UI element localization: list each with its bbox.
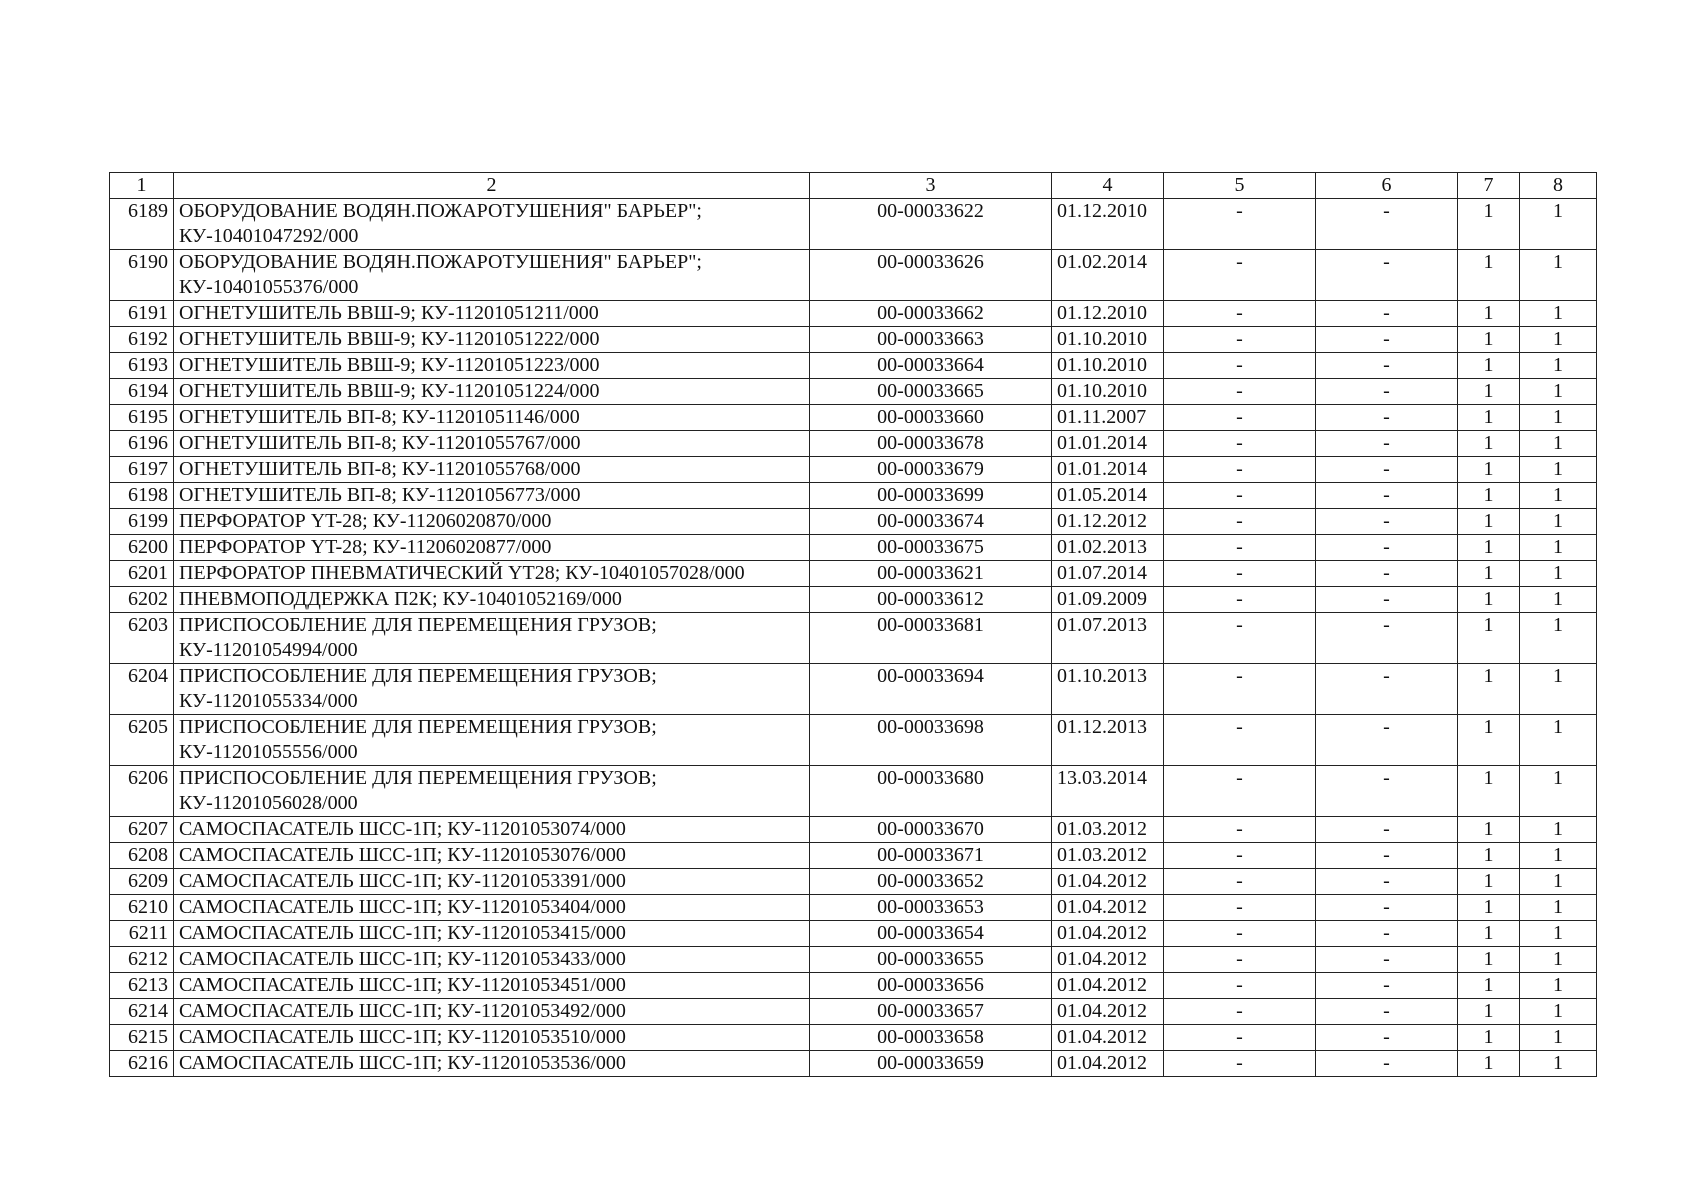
column-header-4: 4 xyxy=(1052,173,1164,199)
col8-value-cell: 1 xyxy=(1520,999,1597,1025)
row-number-cell: 6203 xyxy=(110,613,174,664)
col6-value-cell: - xyxy=(1316,843,1458,869)
col5-value-cell: - xyxy=(1164,405,1316,431)
column-header-7: 7 xyxy=(1458,173,1520,199)
row-number-cell: 6209 xyxy=(110,869,174,895)
col5-value-cell: - xyxy=(1164,535,1316,561)
inventory-number-cell: 00-00033663 xyxy=(810,327,1052,353)
date-cell: 01.03.2012 xyxy=(1052,843,1164,869)
item-description-cell: ПЕРФОРАТОР ПНЕВМАТИЧЕСКИЙ YT28; КУ-10401057028/000 xyxy=(174,561,810,587)
table-row xyxy=(110,715,1597,766)
inventory-number-cell: 00-00033658 xyxy=(810,1025,1052,1051)
inventory-table xyxy=(109,172,1597,1077)
item-description-cell: ПРИСПОСОБЛЕНИЕ ДЛЯ ПЕРЕМЕЩЕНИЯ ГРУЗОВ; КУ-11201056028/000 xyxy=(174,766,810,817)
col8-value-cell: 1 xyxy=(1520,587,1597,613)
col8-value-cell: 1 xyxy=(1520,766,1597,817)
col6-value-cell: - xyxy=(1316,561,1458,587)
col5-value-cell: - xyxy=(1164,895,1316,921)
col8-value-cell: 1 xyxy=(1520,921,1597,947)
col6-value-cell: - xyxy=(1316,250,1458,301)
col6-value-cell: - xyxy=(1316,1025,1458,1051)
col7-value-cell: 1 xyxy=(1458,250,1520,301)
date-cell: 01.10.2013 xyxy=(1052,664,1164,715)
col6-value-cell: - xyxy=(1316,457,1458,483)
col5-value-cell: - xyxy=(1164,509,1316,535)
col8-value-cell: 1 xyxy=(1520,1025,1597,1051)
col8-value-cell: 1 xyxy=(1520,327,1597,353)
date-cell: 01.07.2014 xyxy=(1052,561,1164,587)
col7-value-cell: 1 xyxy=(1458,613,1520,664)
col8-value-cell: 1 xyxy=(1520,895,1597,921)
col5-value-cell: - xyxy=(1164,817,1316,843)
col6-value-cell: - xyxy=(1316,405,1458,431)
date-cell: 01.02.2013 xyxy=(1052,535,1164,561)
table-row xyxy=(110,895,1597,921)
col5-value-cell: - xyxy=(1164,843,1316,869)
table-row xyxy=(110,379,1597,405)
date-cell: 01.04.2012 xyxy=(1052,1025,1164,1051)
inventory-number-cell: 00-00033655 xyxy=(810,947,1052,973)
row-number-cell: 6213 xyxy=(110,973,174,999)
item-description-cell: САМОСПАСАТЕЛЬ ШСС-1П; КУ-11201053404/000 xyxy=(174,895,810,921)
col7-value-cell: 1 xyxy=(1458,431,1520,457)
item-description-cell: САМОСПАСАТЕЛЬ ШСС-1П; КУ-11201053391/000 xyxy=(174,869,810,895)
col8-value-cell: 1 xyxy=(1520,817,1597,843)
date-cell: 01.01.2014 xyxy=(1052,431,1164,457)
col8-value-cell: 1 xyxy=(1520,509,1597,535)
col6-value-cell: - xyxy=(1316,664,1458,715)
inventory-number-cell: 00-00033626 xyxy=(810,250,1052,301)
inventory-number-cell: 00-00033699 xyxy=(810,483,1052,509)
item-description-cell: ПЕРФОРАТОР YT-28; КУ-11206020870/000 xyxy=(174,509,810,535)
inventory-number-cell: 00-00033662 xyxy=(810,301,1052,327)
table-row xyxy=(110,405,1597,431)
col6-value-cell: - xyxy=(1316,715,1458,766)
column-header-1: 1 xyxy=(110,173,174,199)
inventory-number-cell: 00-00033679 xyxy=(810,457,1052,483)
col6-value-cell: - xyxy=(1316,509,1458,535)
row-number-cell: 6192 xyxy=(110,327,174,353)
item-description-cell: САМОСПАСАТЕЛЬ ШСС-1П; КУ-11201053451/000 xyxy=(174,973,810,999)
col8-value-cell: 1 xyxy=(1520,561,1597,587)
table-row xyxy=(110,483,1597,509)
date-cell: 01.10.2010 xyxy=(1052,379,1164,405)
row-number-cell: 6211 xyxy=(110,921,174,947)
col6-value-cell: - xyxy=(1316,535,1458,561)
inventory-number-cell: 00-00033654 xyxy=(810,921,1052,947)
col5-value-cell: - xyxy=(1164,587,1316,613)
col6-value-cell: - xyxy=(1316,947,1458,973)
col8-value-cell: 1 xyxy=(1520,457,1597,483)
table-row xyxy=(110,869,1597,895)
col8-value-cell: 1 xyxy=(1520,1051,1597,1077)
col7-value-cell: 1 xyxy=(1458,921,1520,947)
row-number-cell: 6214 xyxy=(110,999,174,1025)
inventory-number-cell: 00-00033657 xyxy=(810,999,1052,1025)
date-cell: 01.05.2014 xyxy=(1052,483,1164,509)
col8-value-cell: 1 xyxy=(1520,405,1597,431)
table-row xyxy=(110,561,1597,587)
col5-value-cell: - xyxy=(1164,1051,1316,1077)
col5-value-cell: - xyxy=(1164,1025,1316,1051)
table-row xyxy=(110,301,1597,327)
inventory-number-cell: 00-00033674 xyxy=(810,509,1052,535)
col5-value-cell: - xyxy=(1164,973,1316,999)
row-number-cell: 6189 xyxy=(110,199,174,250)
date-cell: 01.02.2014 xyxy=(1052,250,1164,301)
col7-value-cell: 1 xyxy=(1458,457,1520,483)
col7-value-cell: 1 xyxy=(1458,1025,1520,1051)
inventory-number-cell: 00-00033664 xyxy=(810,353,1052,379)
col5-value-cell: - xyxy=(1164,431,1316,457)
col7-value-cell: 1 xyxy=(1458,947,1520,973)
col7-value-cell: 1 xyxy=(1458,535,1520,561)
item-description-cell: ПЕРФОРАТОР YT-28; КУ-11206020877/000 xyxy=(174,535,810,561)
date-cell: 01.04.2012 xyxy=(1052,947,1164,973)
col7-value-cell: 1 xyxy=(1458,379,1520,405)
date-cell: 01.01.2014 xyxy=(1052,457,1164,483)
table-row xyxy=(110,509,1597,535)
row-number-cell: 6190 xyxy=(110,250,174,301)
col7-value-cell: 1 xyxy=(1458,1051,1520,1077)
table-row xyxy=(110,353,1597,379)
item-description-cell: САМОСПАСАТЕЛЬ ШСС-1П; КУ-11201053536/000 xyxy=(174,1051,810,1077)
item-description-cell: ОГНЕТУШИТЕЛЬ ВВШ-9; КУ-11201051222/000 xyxy=(174,327,810,353)
item-description-cell: ОГНЕТУШИТЕЛЬ ВВШ-9; КУ-11201051211/000 xyxy=(174,301,810,327)
date-cell: 01.04.2012 xyxy=(1052,1051,1164,1077)
col5-value-cell: - xyxy=(1164,327,1316,353)
item-description-cell: САМОСПАСАТЕЛЬ ШСС-1П; КУ-11201053074/000 xyxy=(174,817,810,843)
row-number-cell: 6197 xyxy=(110,457,174,483)
col5-value-cell: - xyxy=(1164,379,1316,405)
col5-value-cell: - xyxy=(1164,353,1316,379)
col6-value-cell: - xyxy=(1316,327,1458,353)
table-row xyxy=(110,999,1597,1025)
col5-value-cell: - xyxy=(1164,561,1316,587)
table-row xyxy=(110,587,1597,613)
row-number-cell: 6215 xyxy=(110,1025,174,1051)
table-body xyxy=(110,199,1597,1077)
date-cell: 01.12.2010 xyxy=(1052,199,1164,250)
col6-value-cell: - xyxy=(1316,895,1458,921)
item-description-cell: ОБОРУДОВАНИЕ ВОДЯН.ПОЖАРОТУШЕНИЯ" БАРЬЕР"; КУ-10401047292/000 xyxy=(174,199,810,250)
col6-value-cell: - xyxy=(1316,613,1458,664)
col6-value-cell: - xyxy=(1316,1051,1458,1077)
col8-value-cell: 1 xyxy=(1520,431,1597,457)
row-number-cell: 6201 xyxy=(110,561,174,587)
col7-value-cell: 1 xyxy=(1458,999,1520,1025)
col7-value-cell: 1 xyxy=(1458,199,1520,250)
date-cell: 01.04.2012 xyxy=(1052,973,1164,999)
table-row xyxy=(110,921,1597,947)
row-number-cell: 6216 xyxy=(110,1051,174,1077)
inventory-number-cell: 00-00033680 xyxy=(810,766,1052,817)
date-cell: 01.10.2010 xyxy=(1052,327,1164,353)
col8-value-cell: 1 xyxy=(1520,715,1597,766)
col8-value-cell: 1 xyxy=(1520,379,1597,405)
table-row xyxy=(110,766,1597,817)
col5-value-cell: - xyxy=(1164,921,1316,947)
date-cell: 01.12.2013 xyxy=(1052,715,1164,766)
row-number-cell: 6208 xyxy=(110,843,174,869)
date-cell: 01.11.2007 xyxy=(1052,405,1164,431)
item-description-cell: ПРИСПОСОБЛЕНИЕ ДЛЯ ПЕРЕМЕЩЕНИЯ ГРУЗОВ; КУ-11201055556/000 xyxy=(174,715,810,766)
col7-value-cell: 1 xyxy=(1458,327,1520,353)
col8-value-cell: 1 xyxy=(1520,973,1597,999)
row-number-cell: 6191 xyxy=(110,301,174,327)
date-cell: 01.04.2012 xyxy=(1052,999,1164,1025)
col7-value-cell: 1 xyxy=(1458,843,1520,869)
row-number-cell: 6212 xyxy=(110,947,174,973)
inventory-number-cell: 00-00033675 xyxy=(810,535,1052,561)
item-description-cell: ПНЕВМОПОДДЕРЖКА П2К; КУ-10401052169/000 xyxy=(174,587,810,613)
col7-value-cell: 1 xyxy=(1458,715,1520,766)
column-header-5: 5 xyxy=(1164,173,1316,199)
col6-value-cell: - xyxy=(1316,587,1458,613)
row-number-cell: 6198 xyxy=(110,483,174,509)
col5-value-cell: - xyxy=(1164,457,1316,483)
row-number-cell: 6193 xyxy=(110,353,174,379)
row-number-cell: 6207 xyxy=(110,817,174,843)
col8-value-cell: 1 xyxy=(1520,199,1597,250)
date-cell: 01.12.2012 xyxy=(1052,509,1164,535)
inventory-number-cell: 00-00033660 xyxy=(810,405,1052,431)
col7-value-cell: 1 xyxy=(1458,509,1520,535)
row-number-cell: 6200 xyxy=(110,535,174,561)
table-row xyxy=(110,1025,1597,1051)
col5-value-cell: - xyxy=(1164,199,1316,250)
col8-value-cell: 1 xyxy=(1520,947,1597,973)
col8-value-cell: 1 xyxy=(1520,353,1597,379)
inventory-number-cell: 00-00033659 xyxy=(810,1051,1052,1077)
item-description-cell: ОГНЕТУШИТЕЛЬ ВП-8; КУ-11201056773/000 xyxy=(174,483,810,509)
inventory-number-cell: 00-00033612 xyxy=(810,587,1052,613)
date-cell: 01.04.2012 xyxy=(1052,869,1164,895)
inventory-number-cell: 00-00033622 xyxy=(810,199,1052,250)
header-row xyxy=(110,173,1597,199)
col7-value-cell: 1 xyxy=(1458,561,1520,587)
col5-value-cell: - xyxy=(1164,947,1316,973)
item-description-cell: САМОСПАСАТЕЛЬ ШСС-1П; КУ-11201053415/000 xyxy=(174,921,810,947)
inventory-number-cell: 00-00033653 xyxy=(810,895,1052,921)
date-cell: 01.04.2012 xyxy=(1052,921,1164,947)
col5-value-cell: - xyxy=(1164,766,1316,817)
item-description-cell: ОГНЕТУШИТЕЛЬ ВВШ-9; КУ-11201051224/000 xyxy=(174,379,810,405)
column-header-6: 6 xyxy=(1316,173,1458,199)
inventory-number-cell: 00-00033670 xyxy=(810,817,1052,843)
column-header-8: 8 xyxy=(1520,173,1597,199)
date-cell: 13.03.2014 xyxy=(1052,766,1164,817)
inventory-number-cell: 00-00033681 xyxy=(810,613,1052,664)
table-row xyxy=(110,843,1597,869)
col8-value-cell: 1 xyxy=(1520,250,1597,301)
col6-value-cell: - xyxy=(1316,199,1458,250)
table-row xyxy=(110,664,1597,715)
date-cell: 01.09.2009 xyxy=(1052,587,1164,613)
item-description-cell: САМОСПАСАТЕЛЬ ШСС-1П; КУ-11201053510/000 xyxy=(174,1025,810,1051)
column-header-3: 3 xyxy=(810,173,1052,199)
row-number-cell: 6210 xyxy=(110,895,174,921)
col8-value-cell: 1 xyxy=(1520,613,1597,664)
table-row xyxy=(110,613,1597,664)
row-number-cell: 6206 xyxy=(110,766,174,817)
date-cell: 01.12.2010 xyxy=(1052,301,1164,327)
col6-value-cell: - xyxy=(1316,353,1458,379)
table-row xyxy=(110,457,1597,483)
col6-value-cell: - xyxy=(1316,379,1458,405)
inventory-number-cell: 00-00033694 xyxy=(810,664,1052,715)
col7-value-cell: 1 xyxy=(1458,895,1520,921)
col7-value-cell: 1 xyxy=(1458,869,1520,895)
col8-value-cell: 1 xyxy=(1520,483,1597,509)
row-number-cell: 6199 xyxy=(110,509,174,535)
date-cell: 01.10.2010 xyxy=(1052,353,1164,379)
col7-value-cell: 1 xyxy=(1458,587,1520,613)
table-row xyxy=(110,431,1597,457)
col8-value-cell: 1 xyxy=(1520,535,1597,561)
col5-value-cell: - xyxy=(1164,483,1316,509)
date-cell: 01.03.2012 xyxy=(1052,817,1164,843)
row-number-cell: 6196 xyxy=(110,431,174,457)
table-row xyxy=(110,817,1597,843)
row-number-cell: 6204 xyxy=(110,664,174,715)
item-description-cell: САМОСПАСАТЕЛЬ ШСС-1П; КУ-11201053076/000 xyxy=(174,843,810,869)
item-description-cell: САМОСПАСАТЕЛЬ ШСС-1П; КУ-11201053433/000 xyxy=(174,947,810,973)
col5-value-cell: - xyxy=(1164,250,1316,301)
item-description-cell: САМОСПАСАТЕЛЬ ШСС-1П; КУ-11201053492/000 xyxy=(174,999,810,1025)
item-description-cell: ПРИСПОСОБЛЕНИЕ ДЛЯ ПЕРЕМЕЩЕНИЯ ГРУЗОВ; КУ-11201054994/000 xyxy=(174,613,810,664)
inventory-number-cell: 00-00033656 xyxy=(810,973,1052,999)
col8-value-cell: 1 xyxy=(1520,301,1597,327)
col5-value-cell: - xyxy=(1164,301,1316,327)
col6-value-cell: - xyxy=(1316,869,1458,895)
row-number-cell: 6205 xyxy=(110,715,174,766)
table-row xyxy=(110,250,1597,301)
table-row xyxy=(110,973,1597,999)
col6-value-cell: - xyxy=(1316,817,1458,843)
inventory-number-cell: 00-00033665 xyxy=(810,379,1052,405)
col6-value-cell: - xyxy=(1316,973,1458,999)
col8-value-cell: 1 xyxy=(1520,664,1597,715)
inventory-number-cell: 00-00033698 xyxy=(810,715,1052,766)
table-row xyxy=(110,327,1597,353)
item-description-cell: ПРИСПОСОБЛЕНИЕ ДЛЯ ПЕРЕМЕЩЕНИЯ ГРУЗОВ; КУ-11201055334/000 xyxy=(174,664,810,715)
item-description-cell: ОГНЕТУШИТЕЛЬ ВП-8; КУ-11201055768/000 xyxy=(174,457,810,483)
item-description-cell: ОБОРУДОВАНИЕ ВОДЯН.ПОЖАРОТУШЕНИЯ" БАРЬЕР"; КУ-10401055376/000 xyxy=(174,250,810,301)
table-row xyxy=(110,947,1597,973)
date-cell: 01.07.2013 xyxy=(1052,613,1164,664)
col5-value-cell: - xyxy=(1164,999,1316,1025)
col7-value-cell: 1 xyxy=(1458,405,1520,431)
inventory-number-cell: 00-00033621 xyxy=(810,561,1052,587)
col6-value-cell: - xyxy=(1316,301,1458,327)
row-number-cell: 6195 xyxy=(110,405,174,431)
inventory-number-cell: 00-00033652 xyxy=(810,869,1052,895)
date-cell: 01.04.2012 xyxy=(1052,895,1164,921)
col6-value-cell: - xyxy=(1316,483,1458,509)
table-row xyxy=(110,1051,1597,1077)
col5-value-cell: - xyxy=(1164,715,1316,766)
item-description-cell: ОГНЕТУШИТЕЛЬ ВП-8; КУ-11201055767/000 xyxy=(174,431,810,457)
col6-value-cell: - xyxy=(1316,766,1458,817)
item-description-cell: ОГНЕТУШИТЕЛЬ ВП-8; КУ-11201051146/000 xyxy=(174,405,810,431)
inventory-number-cell: 00-00033671 xyxy=(810,843,1052,869)
item-description-cell: ОГНЕТУШИТЕЛЬ ВВШ-9; КУ-11201051223/000 xyxy=(174,353,810,379)
col5-value-cell: - xyxy=(1164,613,1316,664)
table-row xyxy=(110,535,1597,561)
col5-value-cell: - xyxy=(1164,664,1316,715)
col6-value-cell: - xyxy=(1316,431,1458,457)
col7-value-cell: 1 xyxy=(1458,353,1520,379)
row-number-cell: 6202 xyxy=(110,587,174,613)
col6-value-cell: - xyxy=(1316,999,1458,1025)
col8-value-cell: 1 xyxy=(1520,843,1597,869)
table-row xyxy=(110,199,1597,250)
col6-value-cell: - xyxy=(1316,921,1458,947)
col7-value-cell: 1 xyxy=(1458,766,1520,817)
col7-value-cell: 1 xyxy=(1458,301,1520,327)
col5-value-cell: - xyxy=(1164,869,1316,895)
col7-value-cell: 1 xyxy=(1458,664,1520,715)
column-header-2: 2 xyxy=(174,173,810,199)
row-number-cell: 6194 xyxy=(110,379,174,405)
col7-value-cell: 1 xyxy=(1458,483,1520,509)
col7-value-cell: 1 xyxy=(1458,973,1520,999)
col7-value-cell: 1 xyxy=(1458,817,1520,843)
col8-value-cell: 1 xyxy=(1520,869,1597,895)
inventory-number-cell: 00-00033678 xyxy=(810,431,1052,457)
